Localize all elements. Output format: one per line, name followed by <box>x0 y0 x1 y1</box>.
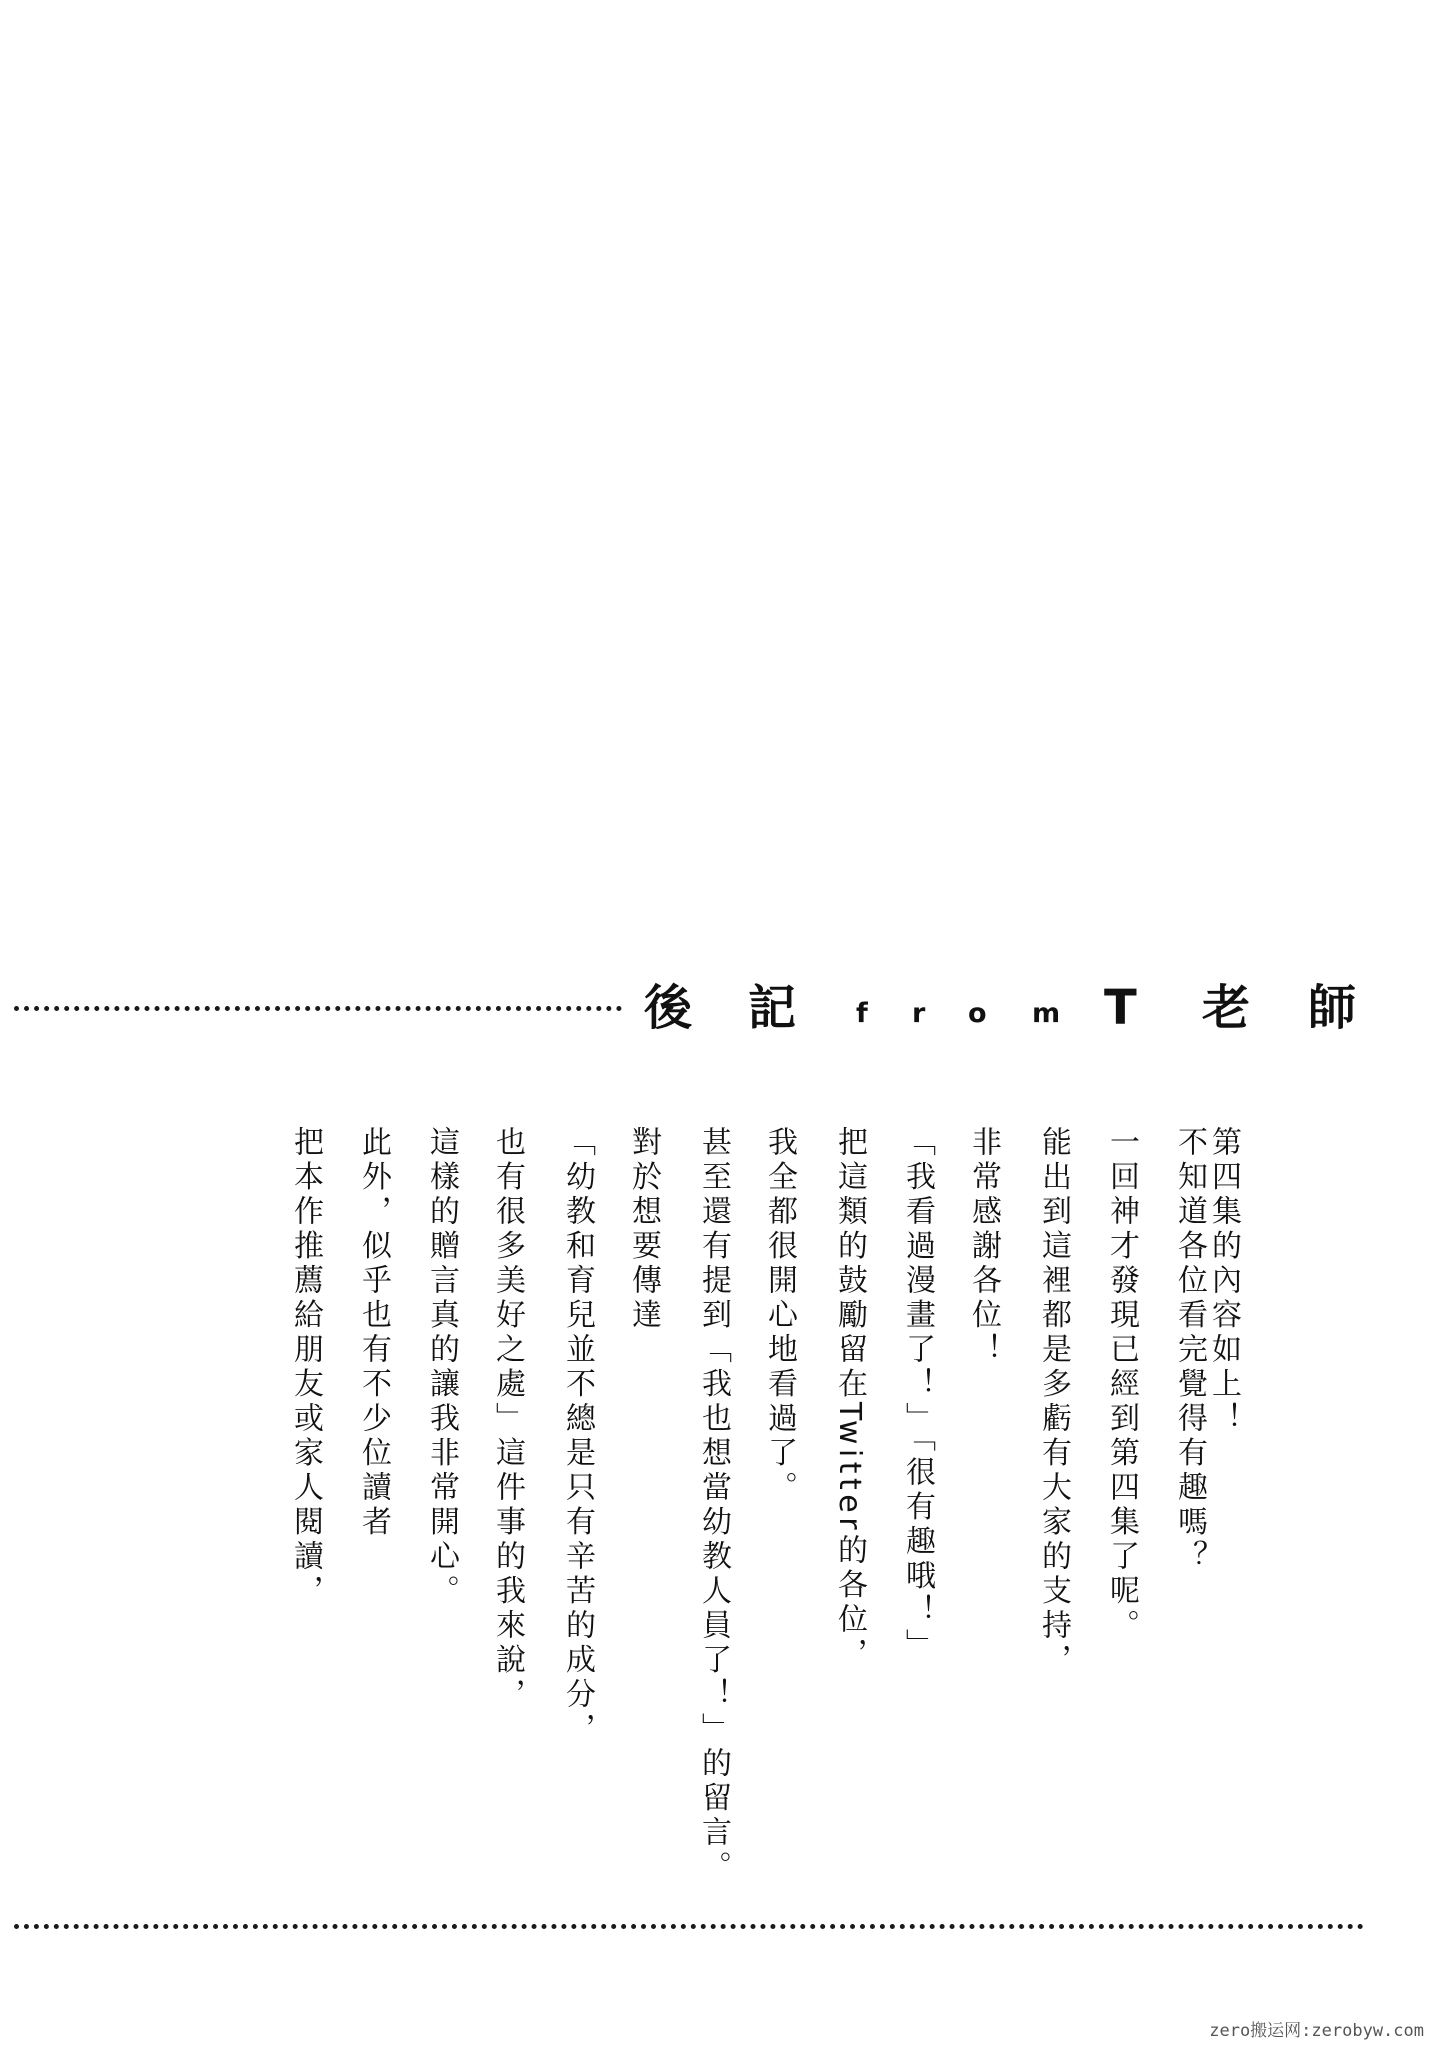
dotted-rule-top <box>14 1006 622 1011</box>
text-column: 一回神才發現已經到第四集了呢。 <box>1104 1126 1139 1644</box>
heading-char: 老 <box>1202 980 1251 1036</box>
text-column: 第四集的內容如上！ <box>1206 1126 1241 1437</box>
heading-char: f <box>856 998 868 1029</box>
heading-char: 記 <box>748 980 797 1036</box>
text-column: 能出到這裡都是多虧有大家的支持， <box>1036 1126 1071 1678</box>
dotted-rule-bottom <box>14 1924 1364 1929</box>
text-column: 「我看過漫畫了！」「很有趣哦！」 <box>900 1126 935 1663</box>
afterword-body <box>252 1126 1240 1885</box>
text-column: 把這類的鼓勵留在Twitter的各位， <box>832 1126 867 1673</box>
text-column: 我全都很開心地看過了。 <box>762 1126 797 1506</box>
text-column: 不知道各位看完覺得有趣嗎？ <box>1172 1126 1207 1575</box>
text-column: 也有很多美好之處」這件事的我來說， <box>490 1126 525 1713</box>
site-watermark: zero搬运网:zerobyw.com <box>1209 2021 1424 2041</box>
text-column: 把本作推薦給朋友或家人閱讀， <box>288 1126 323 1609</box>
heading-char: r <box>912 998 926 1029</box>
heading-char: o <box>968 998 987 1029</box>
heading-char: 後 <box>644 980 693 1036</box>
text-column: 「幼教和育兒並不總是只有辛苦的成分， <box>560 1126 595 1747</box>
heading-char: m <box>1032 998 1061 1029</box>
text-column: 這樣的贈言真的讓我非常開心。 <box>424 1126 459 1609</box>
text-column: 對於想要傳達 <box>626 1126 661 1333</box>
heading-char: 師 <box>1308 980 1357 1036</box>
text-column: 非常感謝各位！ <box>966 1126 1001 1368</box>
text-column: 甚至還有提到「我也想當幼教人員了！」的留言。 <box>696 1126 731 1885</box>
text-column: 此外，似乎也有不少位讀者 <box>356 1126 391 1540</box>
afterword-heading <box>644 978 1364 1038</box>
heading-char: T <box>1104 980 1137 1036</box>
